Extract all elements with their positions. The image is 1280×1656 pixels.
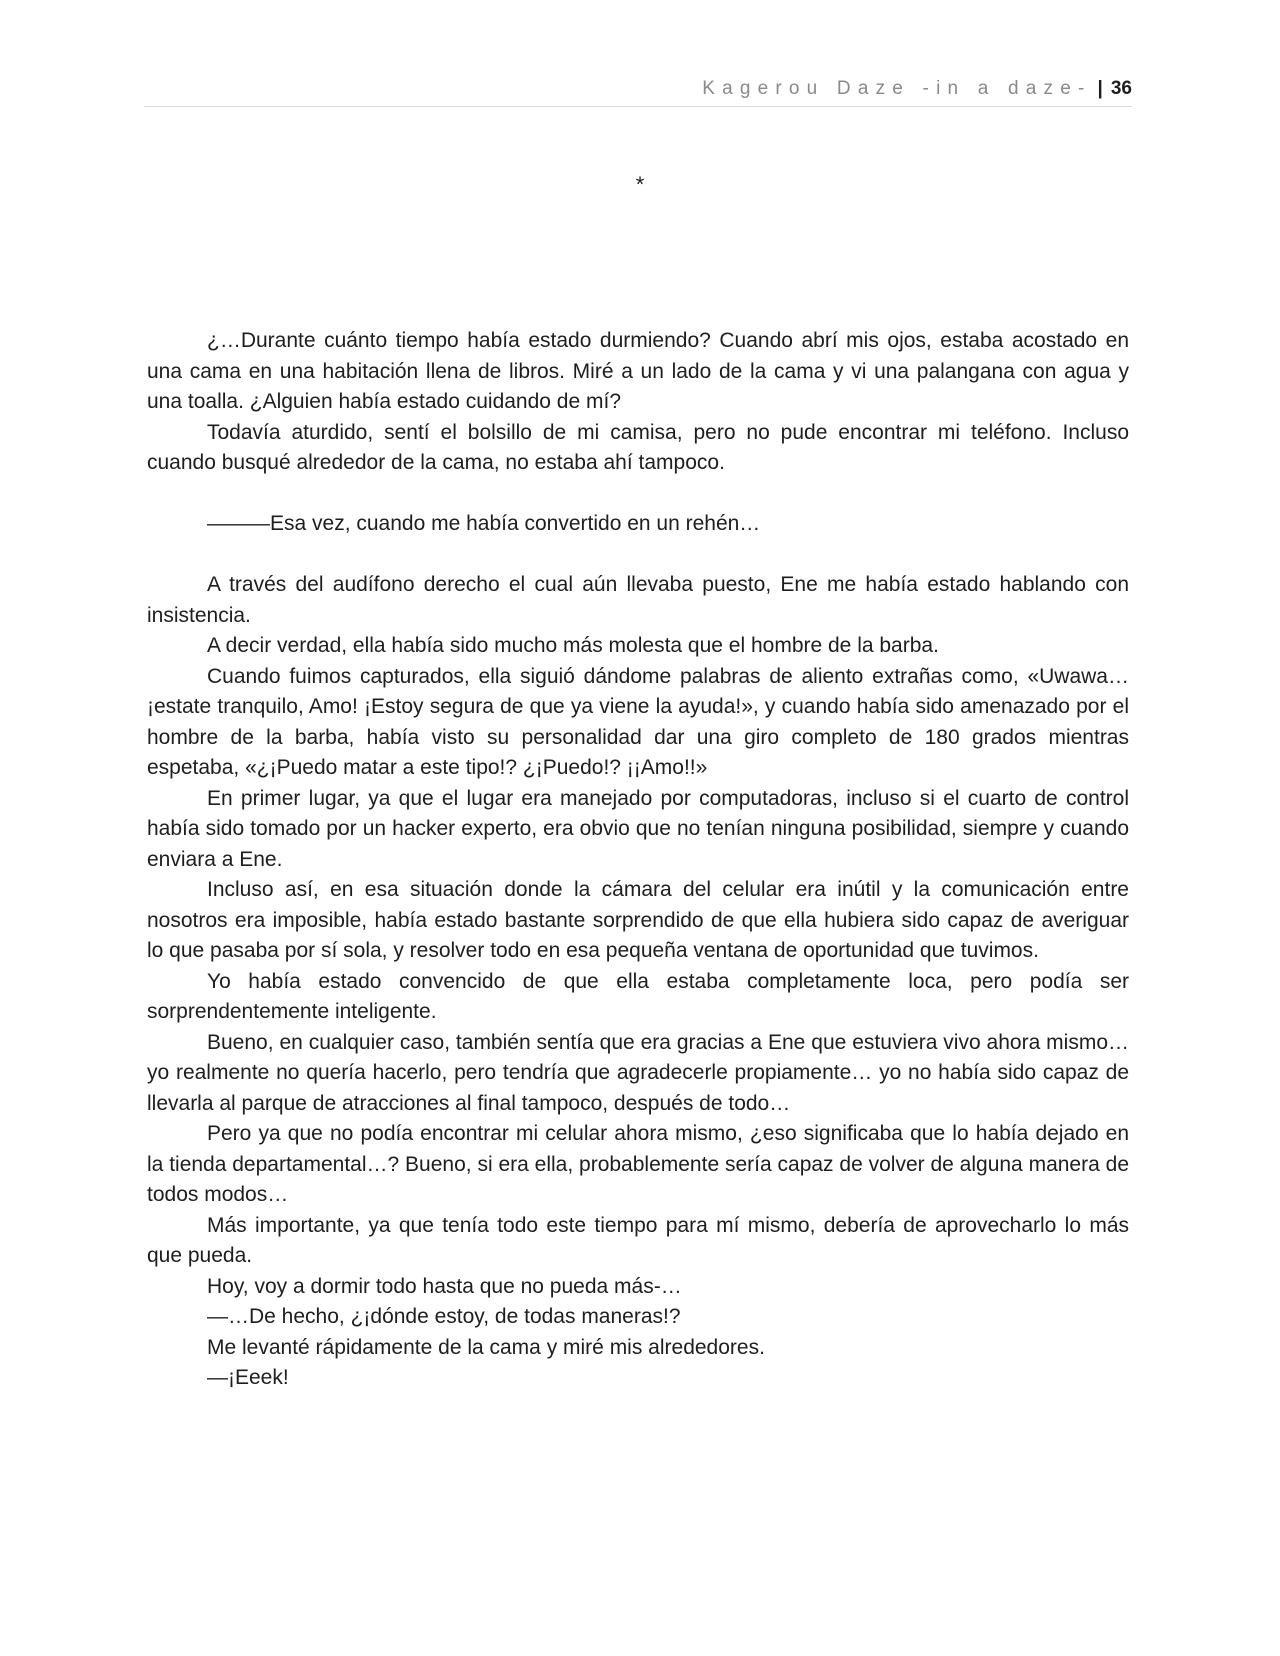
paragraph-13: Hoy, voy a dormir todo hasta que no pueda más-…	[207, 1274, 682, 1298]
paragraph-6: Cuando fuimos capturados, ella siguió dándome palabras de aliento extrañas como, «Uwawa… ¡estate tranquilo, Amo! ¡Estoy segura de que ya viene la ayuda!», y cuando había sido amenazado por el hombre de la barba, había visto su personalidad dar una giro completo de 180 grados mientras espetaba, «¿¡Puedo matar a este tipo!? ¿¡Puedo!? ¡¡Amo!!»	[147, 664, 1129, 779]
paragraph-14: —…De hecho, ¿¡dónde estoy, de todas maneras!?	[207, 1305, 681, 1328]
paragraph-10: Bueno, en cualquier caso, también sentía que era gracias a Ene que estuviera vivo ahora mismo… yo realmente no quería hacerlo, pero tendría que agradecerle propiamente… yo no había sido capaz de llevarla al parque de atracciones al final tampoco, después de todo…	[147, 1030, 1129, 1115]
paragraph-5: A decir verdad, ella había sido mucho más molesta que el hombre de la barba.	[207, 634, 939, 657]
paragraph-8: Incluso así, en esa situación donde la cámara del celular era inútil y la comunicación entre nosotros era imposible, había estado bastante sorprendido de que ella hubiera sido capaz de averiguar lo que pasaba por sí sola, y resolver todo en esa pequeña ventana de oportunidad que tuvimos.	[147, 878, 1129, 962]
paragraph-11: Pero ya que no podía encontrar mi celular ahora mismo, ¿eso significaba que lo había dejado en la tienda departamental…? Bueno, si era ella, probablemente sería capaz de volver de alguna manera de todos modos…	[147, 1122, 1129, 1206]
paragraph-4: A través del audífono derecho el cual aún llevaba puesto, Ene me había estado hablando con insistencia.	[147, 573, 1129, 627]
paragraph-1: ¿…Durante cuánto tiempo había estado durmiendo? Cuando abrí mis ojos, estaba acostado en una cama en una habitación llena de libros. Miré a un lado de la cama y vi una palangana con agua y una toalla. ¿Alguien había estado cuidando de mí?	[147, 329, 1129, 413]
header-separator: |	[1097, 78, 1103, 99]
paragraph-16: —¡Eeek!	[207, 1366, 289, 1389]
scene-break	[0, 172, 1280, 198]
page-number: 36	[1110, 78, 1132, 99]
paragraph-12: Más importante, ya que tenía todo este tiempo para mí mismo, debería de aprovecharlo lo más que pueda.	[147, 1213, 1129, 1267]
paragraph-15: Me levanté rápidamente de la cama y miré mis alrededores.	[207, 1335, 765, 1359]
scene-break-asterisk: *	[635, 172, 645, 197]
body-text	[147, 326, 1129, 1394]
page-header	[144, 72, 1132, 107]
paragraph-7: En primer lugar, ya que el lugar era manejado por computadoras, incluso si el cuarto de control había sido tomado por un hacker experto, era obvio que no tenían ninguna posibilidad, siempre y cuando enviara a Ene.	[147, 786, 1129, 871]
running-title: Kagerou Daze -in a daze-	[702, 78, 1092, 99]
paragraph-3: ———Esa vez, cuando me había convertido en un rehén…	[207, 512, 761, 535]
paragraph-9: Yo había estado convencido de que ella estaba completamente loca, pero podía ser sorprendentemente inteligente.	[147, 969, 1129, 1023]
paragraph-2: Todavía aturdido, sentí el bolsillo de mi camisa, pero no pude encontrar mi teléfono. Incluso cuando busqué alrededor de la cama, no estaba ahí tampoco.	[147, 420, 1129, 474]
